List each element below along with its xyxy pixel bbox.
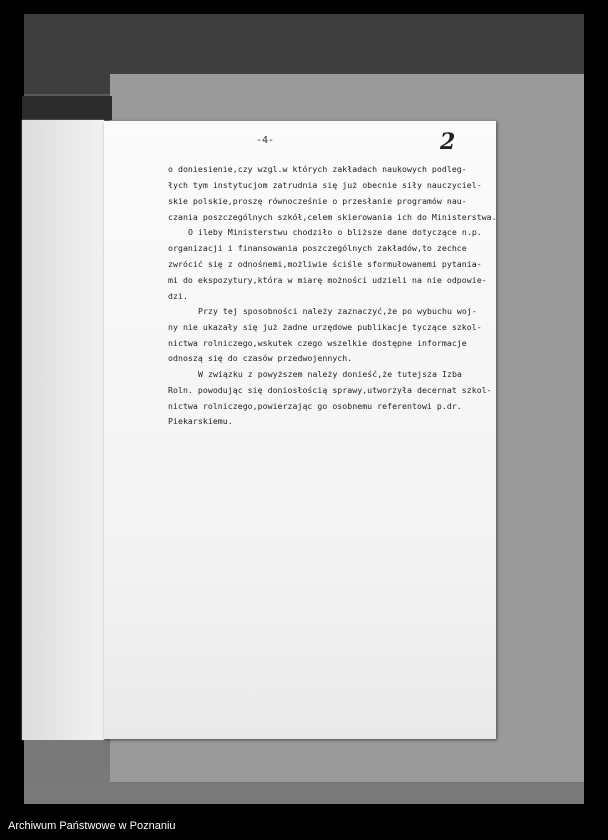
text-line: czania poszczególnych szkół,celem skierowania ich do Ministerstwa.	[168, 212, 497, 222]
text-line: zwrócić się z odnośnemi,możliwie ściśle sformułowanemi pytania-	[168, 259, 482, 269]
document-sheet	[104, 121, 496, 739]
page-number: -4-	[256, 135, 275, 146]
text-line: odnoszą się do czasów przedwojennych.	[168, 353, 353, 363]
text-line: skie polskie,proszę równocześnie o przesłanie programów nau-	[168, 196, 467, 206]
text-line: dzi.	[168, 291, 188, 301]
text-line: o doniesienie,czy wzgl.w których zakładach naukowych podleg-	[168, 164, 467, 174]
handwritten-page-number: 2	[440, 129, 456, 155]
text-line: Przy tej sposobności należy zaznaczyć,że po wybuchu woj-	[198, 306, 477, 316]
text-line: łych tym instytucjom zatrudnia się już obecnie siły nauczyciel-	[168, 180, 482, 190]
text-line: O ileby Ministerstwu chodziło o bliższe dane dotyczące n.p.	[188, 227, 482, 237]
archive-label: Archiwum Państwowe w Poznaniu	[8, 820, 176, 832]
text-line: mi do ekspozytury,która w miarę możności udzieli na nie odpowie-	[168, 275, 487, 285]
text-line: nictwa rolniczego,wskutek czego wszelkie dostępne informacje	[168, 338, 467, 348]
text-line: W związku z powyższem należy donieść,że tutejsza Izba	[198, 369, 462, 379]
left-page-edge	[22, 120, 104, 740]
text-line: nictwa rolniczego,powierzając go osobnemu referentowi p.dr.	[168, 401, 462, 411]
left-page-shadow	[22, 96, 112, 120]
text-line: organizacji i finansowania poszczególnych zakładów,to zechce	[168, 243, 467, 253]
text-line: ny nie ukazały się już żadne urzędowe publikacje tyczące szkol-	[168, 322, 482, 332]
text-line: Roln. powodując się doniosłością sprawy,utworzyła decernat szkol-	[168, 385, 492, 395]
text-line: Piekarskiemu.	[168, 416, 233, 426]
